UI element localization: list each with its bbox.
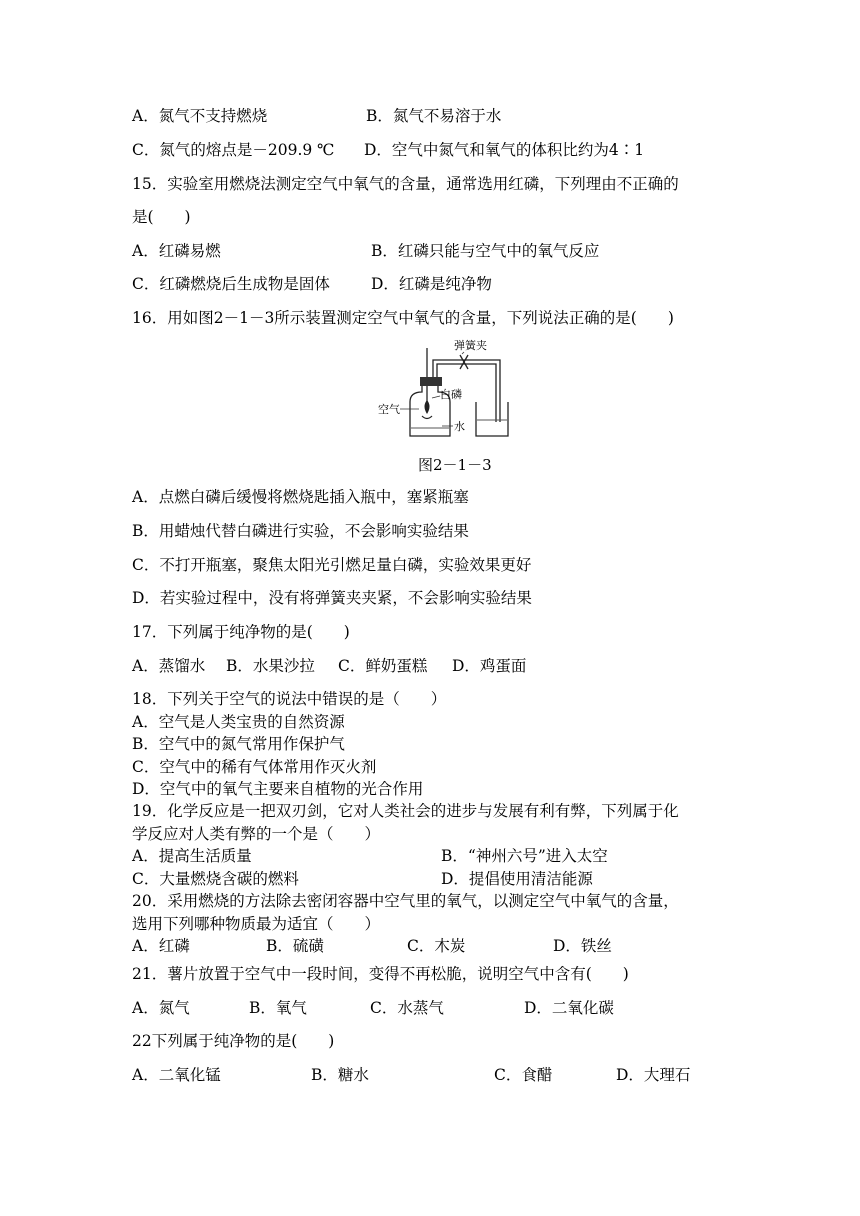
q20-stem-line1: 20．采用燃烧的方法除去密闭容器中空气里的氧气，以测定空气中氧气的含量， xyxy=(132,892,679,910)
q22-option-a: A．二氧化锰 xyxy=(132,1066,221,1084)
q16-option-c: C．不打开瓶塞，聚焦太阳光引燃足量白磷，实验效果更好 xyxy=(132,556,532,574)
beaker-icon xyxy=(476,402,508,436)
figure-caption: 图2－1－3 xyxy=(418,456,492,474)
q19-option-b: B．“神州六号”进入太空 xyxy=(441,847,608,865)
q15-stem-line1: 15．实验室用燃烧法测定空气中氧气的含量，通常选用红磷，下列理由不正确的 xyxy=(132,175,679,193)
q17-option-b: B．水果沙拉 xyxy=(226,657,315,675)
q15-option-c: C．红磷燃烧后生成物是固体 xyxy=(132,275,330,293)
q18-option-a: A．空气是人类宝贵的自然资源 xyxy=(132,713,345,731)
q19-stem-line1: 19．化学反应是一把双刃剑，它对人类社会的进步与发展有利有弊，下列属于化 xyxy=(132,802,679,820)
flame-icon xyxy=(425,400,430,414)
q14-option-a: A．氮气不支持燃烧 xyxy=(132,107,268,125)
q18-option-d: D．空气中的氧气主要来自植物的光合作用 xyxy=(132,780,424,798)
q19-option-a: A．提高生活质量 xyxy=(132,847,252,865)
label-air: 空气 xyxy=(378,403,400,416)
label-white-phosphorus: 白磷 xyxy=(440,388,462,401)
label-water: 水 xyxy=(454,420,465,433)
q20-option-b: B．硫磺 xyxy=(266,937,324,955)
q22-option-b: B．糖水 xyxy=(311,1066,369,1084)
q17-option-c: C．鲜奶蛋糕 xyxy=(338,657,428,675)
q19-stem-line2: 学反应对人类有弊的一个是（ ） xyxy=(132,825,381,843)
q16-option-d: D．若实验过程中，没有将弹簧夹夹紧，不会影响实验结果 xyxy=(132,589,532,607)
q18-stem: 18．下列关于空气的说法中错误的是（ ） xyxy=(132,690,447,708)
spring-clip-icon xyxy=(460,355,468,369)
q15-option-a: A．红磷易燃 xyxy=(132,242,221,260)
q18-option-c: C．空气中的稀有气体常用作灭火剂 xyxy=(132,758,377,776)
q17-option-d: D．鸡蛋面 xyxy=(452,657,527,675)
q21-option-d: D．二氧化碳 xyxy=(524,999,614,1017)
q18-option-b: B．空气中的氮气常用作保护气 xyxy=(132,735,345,753)
q21-stem: 21．薯片放置于空气中一段时间，变得不再松脆，说明空气中含有( ) xyxy=(132,965,629,983)
q19-option-c: C．大量燃烧含碳的燃料 xyxy=(132,870,299,888)
q15-option-b: B．红磷只能与空气中的氧气反应 xyxy=(371,242,600,260)
q16-option-b: B．用蜡烛代替白磷进行实验，不会影响实验结果 xyxy=(132,522,469,540)
stopper-icon xyxy=(420,377,442,386)
q22-option-c: C．食醋 xyxy=(494,1066,553,1084)
q20-option-a: A．红磷 xyxy=(132,937,190,955)
q22-option-d: D．大理石 xyxy=(616,1066,691,1084)
q17-option-a: A．蒸馏水 xyxy=(132,657,206,675)
q21-option-a: A．氮气 xyxy=(132,999,190,1017)
q19-option-d: D．提倡使用清洁能源 xyxy=(441,870,593,888)
q14-option-d: D．空气中氮气和氧气的体积比约为4∶1 xyxy=(364,141,645,159)
q15-option-d: D．红磷是纯净物 xyxy=(371,275,492,293)
apparatus-figure xyxy=(370,336,510,450)
q21-option-c: C．水蒸气 xyxy=(370,999,444,1017)
q20-option-c: C．木炭 xyxy=(407,937,466,955)
q20-stem-line2: 选用下列哪种物质最为适宜（ ） xyxy=(132,915,381,933)
q14-option-c: C．氮气的熔点是－209.9 ℃ xyxy=(132,141,335,159)
apparatus-diagram xyxy=(370,336,510,446)
q14-option-b: B．氮气不易溶于水 xyxy=(366,107,502,125)
q16-option-a: A．点燃白磷后缓慢将燃烧匙插入瓶中，塞紧瓶塞 xyxy=(132,488,469,506)
q22-stem: 22下列属于纯净物的是( ) xyxy=(132,1032,335,1050)
q20-option-d: D．铁丝 xyxy=(553,937,612,955)
label-spring-clip: 弹簧夹 xyxy=(454,339,487,352)
q15-stem-line2: 是( ) xyxy=(132,208,191,226)
q17-stem: 17．下列属于纯净物的是( ) xyxy=(132,623,350,641)
q21-option-b: B．氧气 xyxy=(249,999,307,1017)
q16-stem: 16．用如图2－1－3所示装置测定空气中氧气的含量，下列说法正确的是( ) xyxy=(132,309,674,327)
